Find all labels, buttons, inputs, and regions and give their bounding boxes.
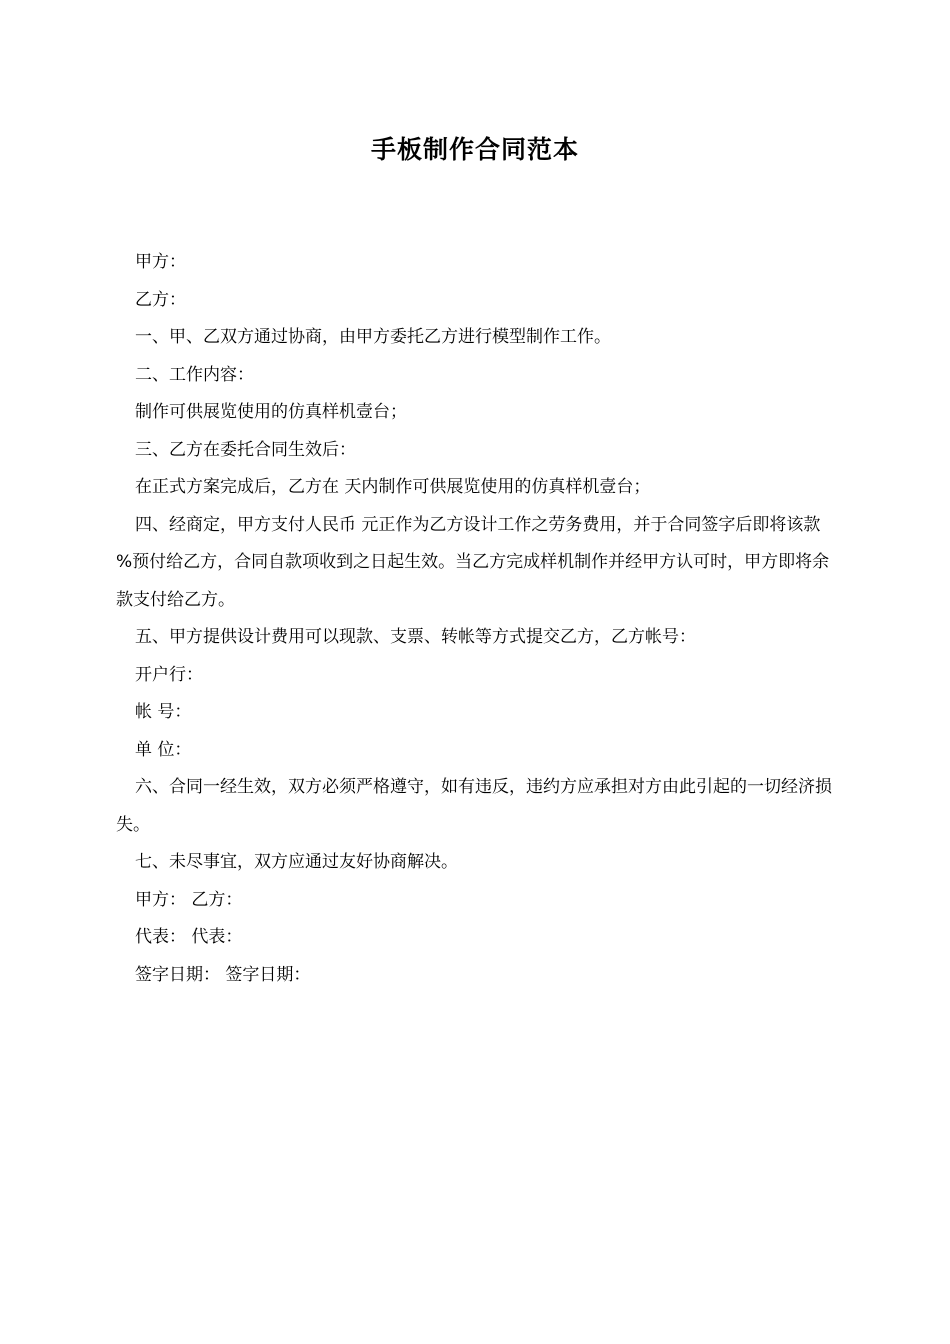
clause-5: 五、甲方提供设计费用可以现款、支票、转帐等方式提交乙方，乙方帐号：: [135, 627, 696, 647]
signature-dates-line: 签字日期： 签字日期：: [135, 964, 311, 985]
clause-3-content: 在正式方案完成后，乙方在 天内制作可供展览使用的仿真样机壹台；: [135, 477, 651, 497]
signature-representatives-line: 代表： 代表：: [135, 927, 243, 947]
clause-2-heading: 二、工作内容：: [135, 364, 254, 385]
clause-3-heading: 三、乙方在委托合同生效后：: [135, 439, 356, 460]
clause-1: 一、甲、乙双方通过协商，由甲方委托乙方进行模型制作工作。: [135, 327, 611, 347]
clause-6: 六、合同一经生效，双方必须严格遵守，如有违反，违约方应承担对方由此引起的一切经济损失。: [116, 777, 832, 835]
clause-2-content: 制作可供展览使用的仿真样机壹台；: [135, 402, 407, 422]
account-unit-line: 单 位：: [135, 739, 192, 760]
clause-7: 七、未尽事宜，双方应通过友好协商解决。: [135, 852, 458, 872]
bank-name-line: 开户行：: [135, 664, 203, 685]
party-a-line: 甲方：: [135, 252, 186, 272]
account-number-line: 帐 号：: [135, 702, 192, 722]
signature-parties-line: 甲方： 乙方：: [135, 889, 243, 910]
document-title: 手板制作合同范本: [370, 135, 579, 164]
contract-body: [116, 244, 836, 994]
party-b-line: 乙方：: [135, 289, 186, 310]
clause-4: 四、经商定，甲方支付人民币 元正作为乙方设计工作之劳务费用，并于合同签字后即将该款 %预付给乙方，合同自款项收到之日起生效。当乙方完成样机制作并经甲方认可时，甲方即将余款支付给乙方。: [116, 514, 830, 610]
